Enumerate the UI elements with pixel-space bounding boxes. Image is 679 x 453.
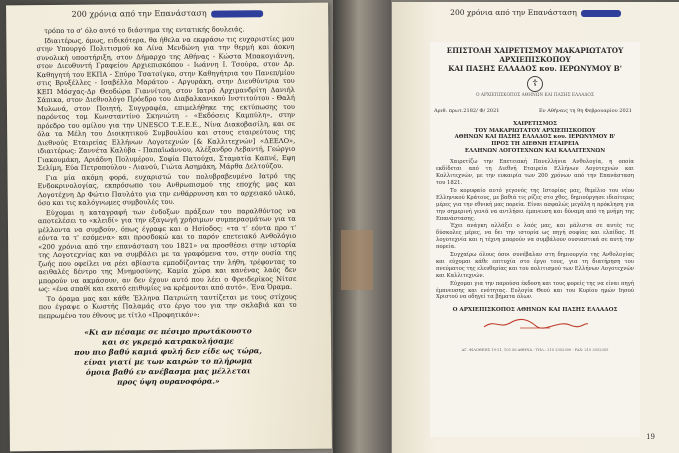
letter-title-line: ΕΠΙΣΤΟΛΗ ΧΑΙΡΕΤΙΣΜΟΥ ΜΑΚΑΡΙΩΤΑΤΟΥ ΑΡΧΙΕΠΙΣΚΟΠΟΥ — [446, 46, 624, 64]
paragraph: Το όραμα μας και κάθε Έλληνα Πατριώτη ταυτίζεται με τους στίχους που έγραψε ο Κωστής Παλαμάς στο έργο του για την σκλαβιά και το πεπρωμένο του έθνους με τίτλο «Προφητικόν»: — [38, 292, 297, 320]
poem-line: «Κι αν πέσαμε σε πέσιμο πρωτάκουστο — [84, 326, 252, 337]
letter-subject — [430, 121, 640, 154]
background-object — [341, 230, 373, 290]
paragraph: τρόπο το σ' όλο αυτό το διάστημα της εντατικής δουλειάς. — [44, 25, 245, 36]
letter-paragraph: Έχει ανάγκη αλλάξει ο λαός μας, και μάλιστα σε αυτές τις δύσκολες μέρες, να δει την ιστορία ως πηγή σοφίας και ελπίδας. Η λογοτεχνία και η τέχνη μπορούν να συμβάλουν ουσιαστικά σε αυτή την πορεία. — [436, 223, 634, 251]
poem-quote — [39, 326, 298, 388]
reference-date: Εν Αθήναις τη 9η Φεβρουαρίου 2021 — [539, 108, 632, 114]
poem-line: είναι γιατί με των καιρών το πλήρωμα — [83, 356, 253, 367]
book-gutter — [333, 0, 391, 453]
right-page-header — [392, 8, 679, 17]
letter-title — [430, 46, 640, 73]
letter-paragraph: Συγχαίρω όλους όσοι συνέβαλαν στη δημιουργία της Ανθολογίας και εύχομαι κάθε επιτυχία στο έργο τους, για τη διατήρηση του πνεύματος της ελευθερίας και του πολιτισμού των Ελλήνων Λογοτεχνών και Καλλιτεχνών. — [436, 252, 634, 279]
right-header-text: 200 χρόνια από την Επανάσταση — [450, 8, 577, 17]
reference-line — [434, 108, 632, 115]
left-page-header — [6, 3, 328, 20]
paragraph: Ιδιαιτέρως, όμως, ειδικότερα, θα ήθελα να εκφράσω τις ευχαριστίες μου στην Υπουργό Πολιτισμού κα Λίνα Μενδώνη για την θερμή και άοκνη συνολική υποστήριξη, στον Δήμαρχο της Αθήνας - Κώστα Μπακογιάννη, στον Διευθυντή Γραφείου Αρχιεπισκόπου - Ιωάννη Ι. Τσούρα, στον Δρ. Καθηγητή του ΕΚΠΑ - Σπύρο Τσατσίγκο, στην Καθηγήτρια του Πανεπ/μίου στις Βρυξέλλες - Ισαβέλλα Μαράτου - Αργυράκη, στην Διευθύντρια του ΚΕΠ Μόσχας-Δρ Θεοδώρα Γιαννίτση, στον Ιατρό Αρχιμανδρίτη Δανιήλ Σάπικα, στον Διεθνολόγο Πρόεδρο του Διαβαλκανικού Ινστιτούτου - Θαλή Μυλωνά, στον Ποιητή, Συγγραφέα, επιμελήθηκε της εκτύπωσης του παρόντος τομ Κωνσταντίνο Σκηνιώτη - «Εκδόσεις Καμπύλη», στην πρόεδρο του ομίλου για την UNESCO Τ.Ε.Ε.Ε., Νίνα Διακοβασίλη, και σε όλα τα Μέλη του Διοικητικού Συμβουλίου και στους εταιρεύτους της Διεθνούς Εταιρείας Ελλήνων Λογοτεχνών [& Καλλιτεχνών] «ΔΕΕΛΟ», ιδιαιτέρως: Ζαννέτα Καλύβα - Παπαϊωάννου, Αλέξανδρο Λεβαντή, Γεώργιο Γιακουμάκη, Αριάδνη Πολυμέρου, Σοφία Πατούχα, Σταματία Καπνέ, Εφη Σελίμη, Εύα Πετροπούλου - Λιανού, Γιώτα Ασημάκη, Μάρθα Δελτούζου. — [36, 34, 296, 173]
page-number: 19 — [646, 433, 655, 441]
subject-line: ΑΘΗΝΩΝ ΚΑΙ ΠΑΣΗΣ ΕΛΛΑΔΟΣ κου. ΙΕΡΩΝΥΜΟΥ Β' — [454, 134, 616, 141]
header-bar — [581, 10, 621, 17]
reference-number: Αριθ. πρωτ.2182/ Φ/ 2021 — [434, 108, 500, 114]
letter-signoff: Ο ΑΡΧΙΕΠΙΣΚΟΠΟΣ ΑΘΗΝΩΝ ΚΑΙ ΠΑΣΗΣ ΕΛΛΑΔΟΣ — [452, 307, 618, 314]
left-page — [6, 3, 332, 452]
eagle-emblem-icon: ☦ — [527, 76, 543, 92]
archbishop-letter — [430, 42, 640, 437]
poem-line: όμοια βαθύ εν ανέβασμα μας μέλλεται — [85, 366, 251, 377]
left-header-text: 200 χρόνια από την Επανάσταση — [71, 8, 207, 19]
letter-body — [436, 159, 634, 301]
right-page — [392, 2, 679, 453]
poem-line: προς ύψη ουρανοφόρα.» — [117, 376, 220, 387]
subject-line: ΕΛΛΗΝΩΝ ΛΟΓΟΤΕΧΝΩΝ ΚΑΙ ΚΑΛΛΙΤΕΧΝΩΝ — [464, 147, 606, 154]
header-bar — [211, 10, 263, 17]
paragraph: Εύχομαι η καταγραφή των ένδοξων πράξεων του παραλθόντος να αποτελέσει το «κλειδί» για την εξαγωγή χρήσιμων συμπερασμάτων για τα μέλλοντα να συμβούν, όπως έγραφε και ο Ησίοδος: «τα τ' εόντα προ τ' εόντα τα τ' εσόμενα» και προσδοκώ και το παρόν επετειακό Ανθολόγιο «200 χρόνια από την επανάσταση του 1821» να προσθέσει στην ιστορία της Λογοτεχνίας και να συμβάλει με τα γραφόμενα του, στην ουσία της ζωής που οφείλει να ρέει αβίαστα εμποδίζοντας την λήθη, τρέφοντας το αειθαλές δέντρο της Μνημοσύνης. Καμία χώρα και κανένας λαός δεν μπορούν να ακμάσουν, αν δεν έχουν αυτό που λέει ο Φρειδερίκος Νίτσε ως: «ένα σπαθί και εκατό επιθυμίες να κρέμονται από αυτό». Ένα Όραμα. — [37, 206, 297, 294]
letter-paragraph: Εύχομαι για την παρούσα έκδοση και τους φορείς της να είναι πηγή έμπνευσης και ενότητας. Ευλογία Θεού και του Κυρίου ημών Ιησού Χριστού να οδηγεί τα βήματα όλων. — [436, 280, 634, 301]
subject-line: ΧΑΙΡΕΤΙΣΜΟΣ — [513, 121, 557, 128]
left-page-body — [36, 25, 297, 388]
letter-address: ΑΓ. ΦΙΛΟΘΕΗΣ 19-21, 105 56 ΑΘΗΝΑ - ΤΗΛ.: 210 3352300 - FAX: 210 3352305 — [461, 347, 609, 352]
subject-line: ΤΟΥ ΜΑΚΑΡΙΩΤΑΤΟΥ ΑΡΧΙΕΠΙΣΚΟΠΟΥ — [474, 127, 596, 134]
letter-title-line: ΚΑΙ ΠΑΣΗΣ ΕΛΛΑΔΟΣ κου. ΙΕΡΩΝΥΜΟΥ Β' — [448, 64, 622, 73]
poem-line: που πιο βαθύ καμιά φυλή δεν είδε ως τώρα, — [74, 346, 262, 357]
signature-icon — [430, 317, 640, 331]
subject-line: ΠΡΟΣ ΤΗ ΔΙΕΘΝΗ ΕΤΑΙΡΕΙΑ — [491, 141, 579, 148]
letter-paragraph: Χαιρετίζω την Επετειακή Πανελλήνια Ανθολογία, η οποία εκδίδεται από τη Διεθνή Εταιρεία Ελλήνων Λογοτεχνών και Καλλιτεχνών, με την ευκαιρία των 200 χρόνων από την Επανάσταση του 1821. — [436, 159, 634, 186]
poem-line: και σε γκρεμό κατρακυλήσαμε — [102, 336, 234, 347]
paragraph: Για μία ακόμη φορά, ευχαριστώ τον πολυβραβευμένο Ιατρό της Ενδοκρινολογίας, εκπρόσωπο του Ανθρωπισμού της εποχής μας και Λογοτέχνη Δρ Φώτιο Παυλάτο για την ενθάρρυνση και το αρχειακό υλικό, όσο και τις καλόγνωμες συμβουλές του. — [37, 171, 296, 208]
letterhead-caption: Ο ΑΡΧΙΕΠΙΣΚΟΠΟΣ ΑΘΗΝΩΝ ΚΑΙ ΠΑΣΗΣ ΕΛΛΑΔΟΣ — [475, 93, 594, 98]
letter-paragraph: Το κορυφαίο αυτό γεγονός της Ιστορίας μας, θεμέλιο του νέου Ελληνικού Κράτους, με βαθιά τις ρίζες στο χθες, δημιούργησε ιδιαίτερες μέρες για την εθνική μας πορεία. Είναι ασφαλώς μεγάλη η πρόκληση για την σημερινή γενιά να αντλήσει έμπνευση και δύναμη από τη μνήμη της Επανάστασης. — [436, 187, 634, 222]
